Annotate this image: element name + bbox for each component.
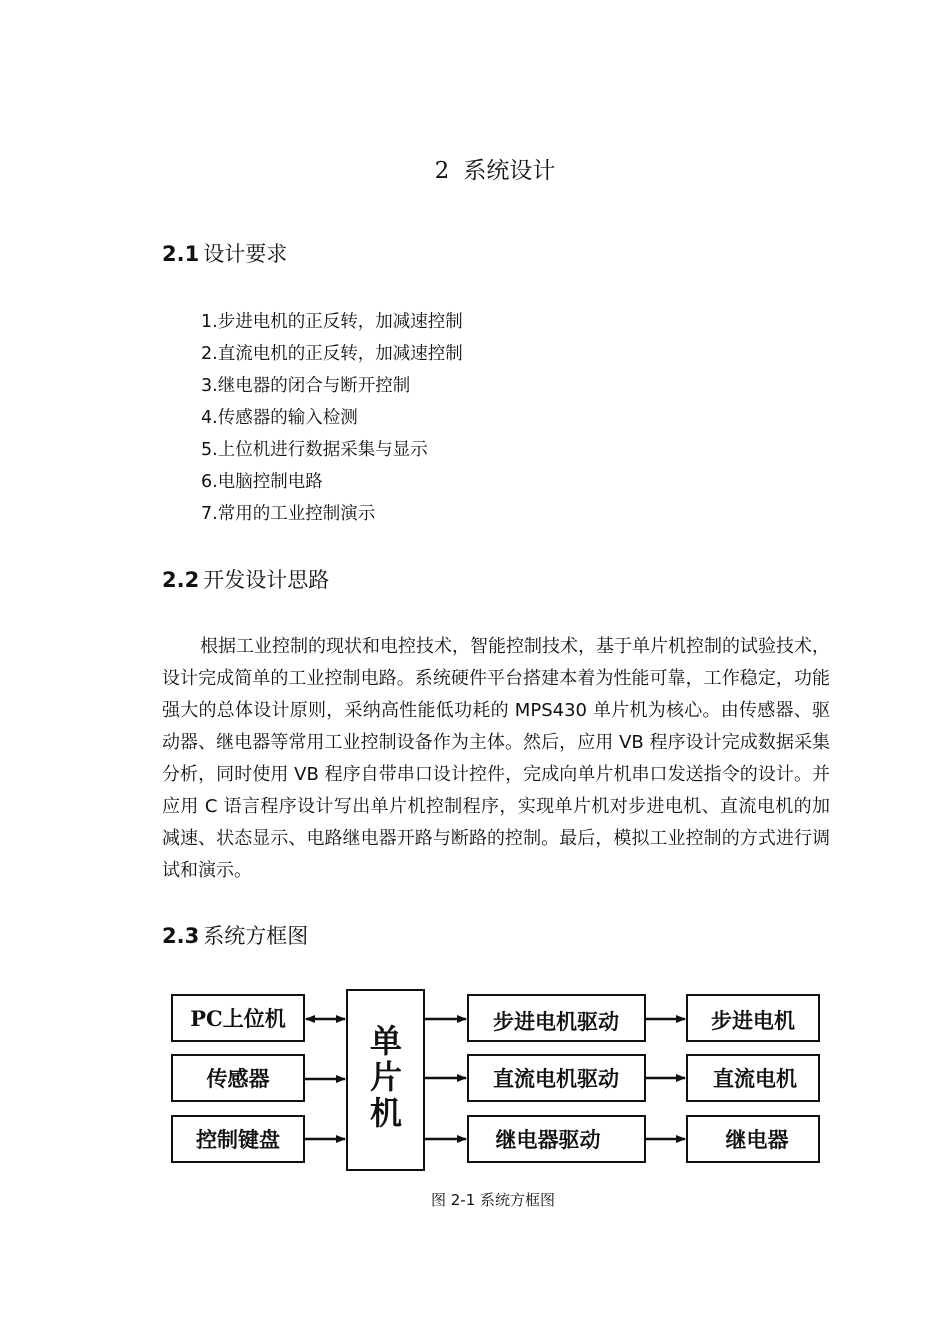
requirement-item: 2.直流电机的正反转，加减速控制 (201, 344, 463, 364)
requirement-item: 3.继电器的闭合与断开控制 (201, 376, 411, 396)
chapter-title (0, 152, 950, 185)
keyboard-label: 控制键盘 (196, 1127, 280, 1152)
stepper-motor-label: 步进电机 (711, 1008, 795, 1033)
requirement-item: 4.传感器的输入检测 (201, 408, 358, 428)
section-number: 2.1 (162, 242, 200, 266)
section-2-3-heading (162, 920, 308, 950)
mcu-label-char: 单 (369, 1022, 403, 1060)
system-block-diagram (0, 980, 950, 1180)
mcu-label-char: 机 (369, 1094, 403, 1132)
section-number: 2.2 (162, 568, 200, 592)
section-title: 系统方框图 (203, 924, 309, 948)
section-2-1-heading (162, 238, 287, 268)
section-title: 设计要求 (203, 242, 288, 266)
pc-host-label: PC上位机 (190, 1006, 286, 1031)
figure-caption: 图 2-1 系统方框图 (430, 1191, 556, 1209)
sensor-label: 传感器 (206, 1066, 270, 1091)
dc-motor-label: 直流电机 (713, 1066, 797, 1091)
chapter-heading: 系统设计 (463, 158, 556, 184)
relay-label: 继电器 (725, 1127, 789, 1152)
section-number: 2.3 (162, 924, 200, 948)
design-paragraph (162, 631, 830, 887)
section-2-2-heading (162, 564, 329, 594)
requirement-item: 6.电脑控制电路 (201, 472, 323, 492)
mcu-label-char: 片 (369, 1058, 403, 1096)
relay-driver-label: 继电器驱动 (495, 1127, 601, 1152)
stepper-driver-label: 步进电机驱动 (493, 1009, 619, 1034)
section-title: 开发设计思路 (203, 568, 330, 592)
dc-driver-label: 直流电机驱动 (493, 1066, 619, 1091)
paragraph-text: 根据工业控制的现状和电控技术，智能控制技术，基于单片机控制的试验技术，设计完成简单的工业控制电路。系统硬件平台搭建本着为性能可靠，工作稳定，功能强大的总体设计原则，采纳高性能低功耗的 MPS430 单片机为核心。由传感器、驱动器、继电器等常用工业控制设备作为主体。然后，应用 VB 程序设计完成数据采集分析，同时使用 VB 程序自带串口设计控件，完成向单片机串口发送指令的设计。并应用 C 语言程序设计写出单片机控制程序，实现单片机对步进电机、直流电机的加减速、状态显示、电路继电器开路与断路的控制。最后，模拟工业控制的方式进行调试和演示。 (162, 636, 830, 881)
requirement-item: 7.常用的工业控制演示 (201, 504, 376, 524)
requirement-item: 1.步进电机的正反转，加减速控制 (201, 312, 463, 332)
requirement-item: 5.上位机进行数据采集与显示 (201, 440, 428, 460)
chapter-number: 2 (434, 158, 450, 184)
